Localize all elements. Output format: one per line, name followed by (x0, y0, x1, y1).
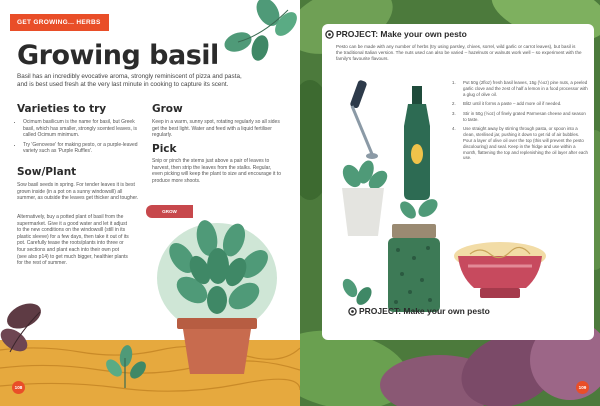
sow-text-2: Alternatively, buy a potted plant of basil from the supermarket. Give it a good water and let it adjust to the new conditions on the windowsill (still in its plastic sleeve) for a few days, then take it out of its pot. Carefully tease the roots/plants into three or four sections and plant each into their own pot (see also p14) to get much bigger, healthier plants for the rest of summer. (17, 214, 129, 267)
section-tag: GET GROWING... HERBS (10, 14, 109, 31)
page-number-left: 108 (12, 381, 25, 394)
pick-heading: Pick (152, 143, 177, 155)
varieties-list (17, 119, 141, 158)
sow-heading: Sow/Plant (17, 166, 77, 178)
pin-icon (325, 30, 334, 39)
step-item: 1. Put 50g (2floz) fresh basil leaves, 15g (½oz) pine nuts, a peeled garlic clove and the zest of half a lemon in a food processor with a glug of olive oil. (452, 80, 588, 97)
project-title: PROJECT: Make your own pesto (336, 29, 467, 39)
sow-text-1: Sow basil seeds in spring. For tender leaves it is best grown inside (in a pot on a sunny windowsill) all summer, as outside the leaves get thicker and tougher. (17, 182, 139, 202)
project-intro: Pesto can be made with any number of herbs (try using parsley, chives, sorrel, wild garlic or carrot leaves), but basil is the traditional Italian version. The nuts used can also be varied – hazelnuts or walnuts work well – so experiment with the family's favourite flavours. (336, 44, 582, 62)
basil-sprig-illustration (100, 340, 150, 390)
step-item: 4. Use straight away by stirring through pasta, or spoon into a clean, sterilised jar, pushing it down to get rid of air bubbles. Pour a layer of olive oil over the top (this will prevent the pesto discolouring) and seal. Keep in the fridge and use within a month, flattening the top and replenishing the oil layer after each use. (452, 125, 588, 161)
project-subtitle: PROJECT: Make your own pesto (359, 306, 490, 316)
step-item: 3. Stir in 50g (½oz) of finely grated Parmesan cheese and season to taste. (452, 110, 586, 122)
step-item: 2. Blitz until it forms a paste – add more oil if needed. (452, 101, 562, 107)
pesto-jar-illustration (382, 220, 446, 316)
pasta-bowl-illustration (450, 236, 550, 306)
varieties-heading: Varieties to try (17, 103, 107, 115)
grow-sign: GROW (146, 205, 193, 218)
page-number-right: 109 (576, 381, 589, 394)
pick-text: Snip or pinch the stems just above a pair of leaves to harvest, then strip the leaves from the stalks. Regular, even picking will keep the plant to size and encourage it to produce more shoots. (152, 158, 281, 184)
purple-basil-illustration (0, 292, 80, 372)
page-title: Growing basil (17, 40, 219, 71)
pin-icon (348, 307, 357, 316)
project-card (322, 24, 594, 340)
pesto-steps (452, 80, 588, 165)
grow-heading: Grow (152, 103, 183, 115)
grow-text: Keep in a warm, sunny spot, rotating regularly so all sides get the best light. Water and feed with a liquid fertiliser regularly. (152, 119, 280, 139)
variety-item: • Ocimum basilicum is the name for basil, but Greek basil, which has smaller, strongly scented leaves, is called Ocimum minimum. (23, 119, 141, 139)
right-page (300, 0, 600, 406)
intro-text: Basil has an incredibly evocative aroma, strongly reminiscent of pizza and pasta, and is best used fresh at the very last minute in cooking to capture its scent. (17, 73, 242, 89)
basil-leaves-illustration (208, 0, 300, 70)
variety-item: • Try 'Genovese' for making pesto, or a purple-leaved variety such as 'Purple Ruffles'. (23, 142, 141, 155)
potted-basil-illustration (152, 208, 282, 378)
